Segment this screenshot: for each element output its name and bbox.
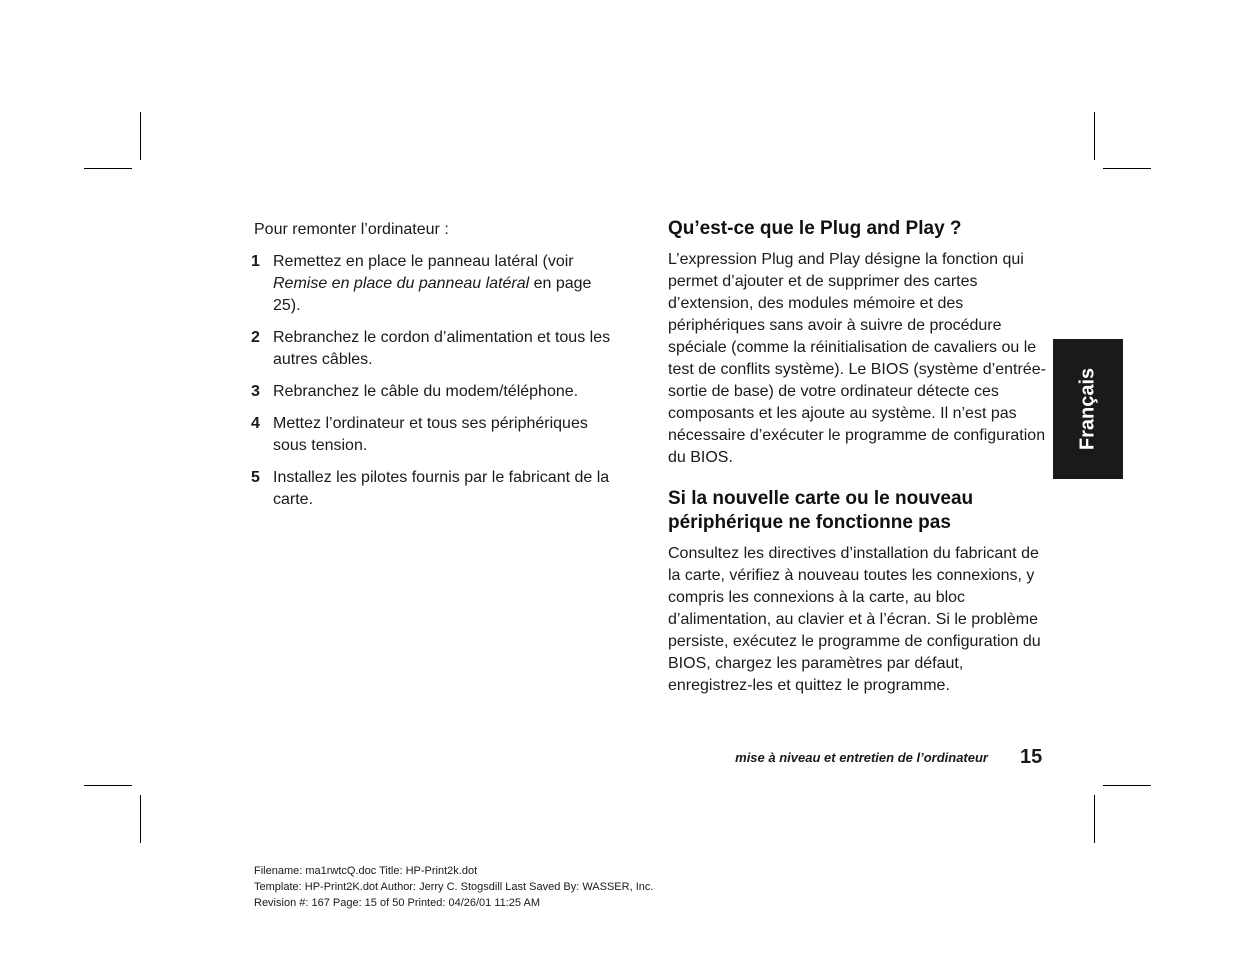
step-number: 5 bbox=[251, 469, 260, 486]
step-text: Rebranchez le cordon d’alimentation et tous les autres câbles. bbox=[273, 329, 611, 368]
page-number: 15 bbox=[1020, 746, 1043, 768]
troubleshooting-heading: Si la nouvelle carte ou le nouveau périphérique ne fonctionne pas bbox=[668, 488, 974, 533]
step-text bbox=[273, 253, 591, 314]
step-text: Installez les pilotes fournis par le fabricant de la carte. bbox=[273, 469, 610, 508]
step-text: Rebranchez le câble du modem/téléphone. bbox=[273, 383, 579, 400]
step-number: 4 bbox=[251, 415, 260, 432]
step-item bbox=[251, 327, 619, 371]
crop-mark-top-left-horizontal bbox=[84, 168, 132, 169]
metadata-line: Template: HP-Print2K.dot Author: Jerry C. Stogsdill Last Saved By: WASSER, Inc. bbox=[254, 881, 654, 893]
step-item bbox=[251, 381, 619, 403]
crop-mark-bottom-right-horizontal bbox=[1103, 785, 1151, 786]
crop-mark-bottom-left-vertical bbox=[140, 795, 141, 843]
plug-and-play-heading: Qu’est-ce que le Plug and Play ? bbox=[668, 218, 962, 239]
crop-mark-bottom-left-horizontal bbox=[84, 785, 132, 786]
plug-and-play-body: L’expression Plug and Play désigne la fonction qui permet d’ajouter et de supprimer des cartes d’extension, des modules mémoire et des périphériques sans avoir à suivre de procédure spéciale (comme la réinitialisation de cavaliers ou le test de conflits système). Le BIOS (système d’entrée-sortie de base) de votre ordinateur détecte ces composants et les ajoute au système. Il n’est pas nécessaire d’exécuter le programme de configuration du BIOS. bbox=[668, 251, 1046, 466]
metadata-line: Revision #: 167 Page: 15 of 50 Printed: 04/26/01 11:25 AM bbox=[254, 897, 540, 909]
crop-mark-bottom-right-vertical bbox=[1094, 795, 1095, 843]
step-number: 2 bbox=[251, 329, 260, 346]
document-metadata bbox=[254, 863, 653, 911]
step-item bbox=[251, 467, 619, 511]
step-item bbox=[251, 413, 619, 457]
metadata-line: Filename: ma1rwtcQ.doc Title: HP-Print2k.dot bbox=[254, 865, 478, 877]
crop-mark-top-right-horizontal bbox=[1103, 168, 1151, 169]
step-text-part: en page 25). bbox=[273, 275, 592, 314]
step-text-part: Remettez en place le panneau latéral (voir bbox=[273, 253, 574, 270]
step-item bbox=[251, 251, 619, 317]
crop-mark-top-right-vertical bbox=[1094, 112, 1095, 160]
reassembly-steps bbox=[251, 251, 619, 511]
step-text: Mettez l’ordinateur et tous ses périphériques sous tension. bbox=[273, 415, 588, 454]
intro-text: Pour remonter l’ordinateur : bbox=[254, 221, 449, 238]
left-column bbox=[251, 219, 619, 521]
crop-mark-top-left-vertical bbox=[140, 112, 141, 160]
right-column bbox=[668, 217, 1048, 715]
language-tab-label: Français bbox=[1076, 367, 1099, 451]
running-footer-title: mise à niveau et entretien de l’ordinateur bbox=[735, 750, 988, 765]
troubleshooting-body: Consultez les directives d’installation du fabricant de la carte, vérifiez à nouveau toutes les connexions, y compris les connexions à la carte, au bloc d’alimentation, au clavier et à l’écran. Si le problème persiste, exécutez le programme de configuration du BIOS, chargez les paramètres par défaut, enregistrez-les et quittez le programme. bbox=[668, 545, 1041, 694]
step-reference-italic: Remise en place du panneau latéral bbox=[273, 275, 530, 292]
step-number: 1 bbox=[251, 253, 260, 270]
step-number: 3 bbox=[251, 383, 260, 400]
language-tab bbox=[1053, 339, 1123, 479]
